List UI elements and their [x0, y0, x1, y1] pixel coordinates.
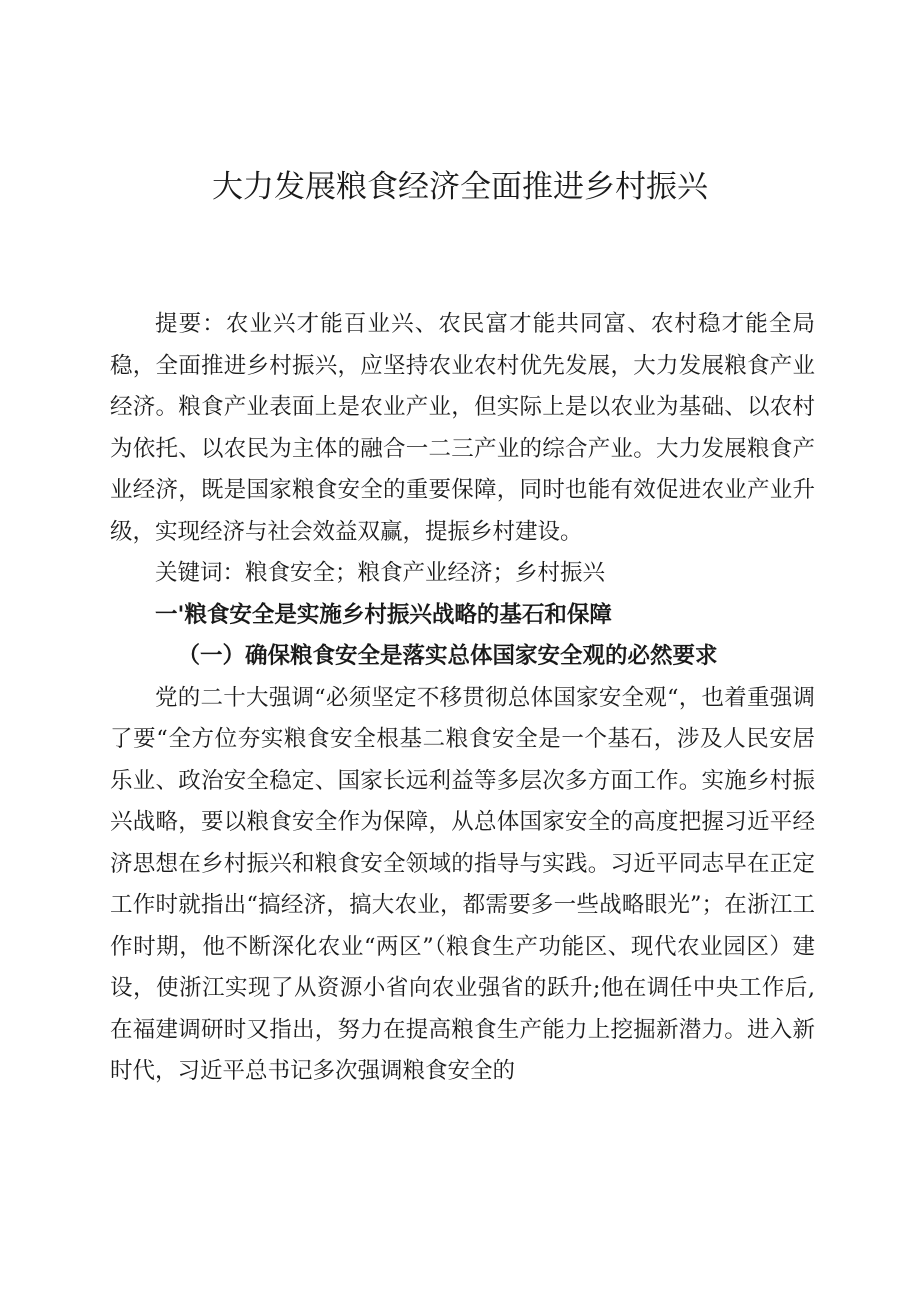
document-body: [110, 304, 815, 1093]
keywords-line: 关键词：粮食安全；粮食产业经济；乡村振兴: [155, 560, 606, 586]
subsection-heading-1: （一）确保粮食安全是落实总体国家安全观的必然要求: [177, 643, 718, 669]
section-heading-1: 一'粮食安全是实施乡村振兴战略的基石和保障: [155, 601, 612, 628]
abstract-paragraph: 提要：农业兴才能百业兴、农民富才能共同富、农村稳才能全局稳，全面推进乡村振兴，应坚持农业农村优先发展，大力发展粮食产业经济。粮食产业表面上是农业产业，但实际上是以农业为基础、以农村为依托、以农民为主体的融合一二三产业的综合产业。大力发展粮食产业经济，既是国家粮食安全的重要保障，同时也能有效促进农业产业升级，实现经济与社会效益双赢，提振乡村建设。: [110, 311, 815, 545]
body-paragraph-1: 党的二十大强调“必须坚定不移贯彻总体国家安全观“，也着重强调了要“全方位夯实粮食安全根基二粮食安全是一个基石，涉及人民安居乐业、政治安全稳定、国家长远利益等多层次多方面工作。实施乡村振兴战略，要以粮食安全作为保障，从总体国家安全的高度把握习近平经济思想在乡村振兴和粮食安全领域的指导与实践。习近平同志早在正定工作时就指出“搞经济，搞大农业，都需要多一些战略眼光”；在浙江工作时期，他不断深化农业“两区”（粮食生产功能区、现代农业园区）建设，使浙江实现了从资源小省向农业强省的跃升;他在调任中央工作后,在福建调研时又指出，努力在提高粮食生产能力上挖掘新潜力。进入新时代，习近平总书记多次强调粮食安全的: [110, 684, 815, 1084]
document-title: 大力发展粮食经济全面推进乡村振兴: [212, 169, 708, 205]
